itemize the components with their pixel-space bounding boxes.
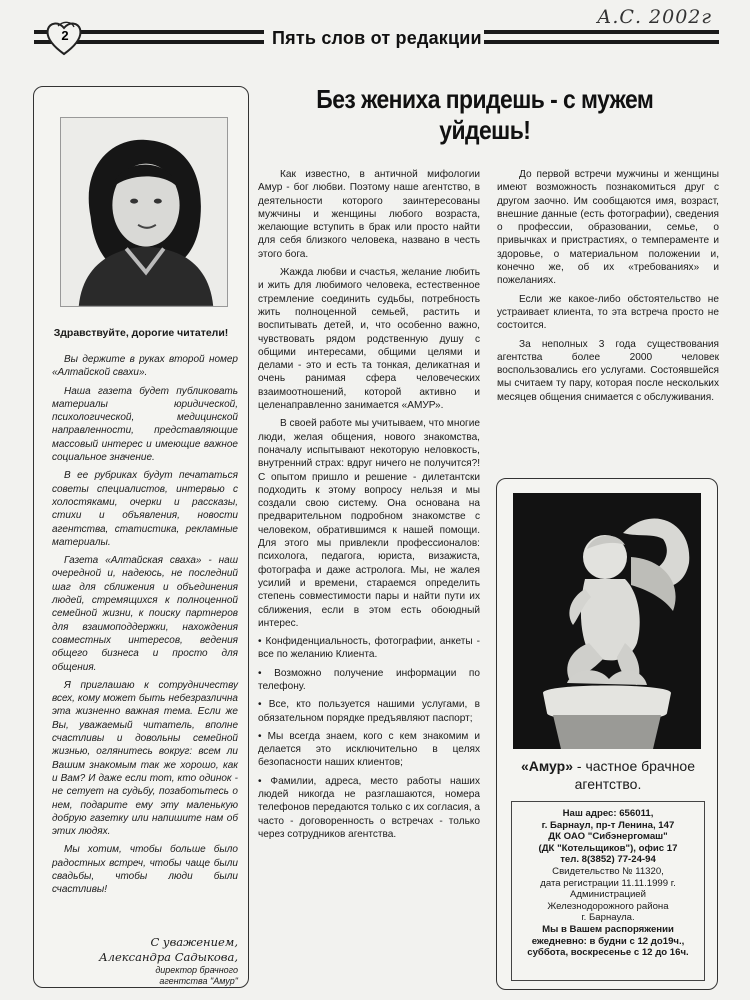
registration-line: Железнодорожного района — [547, 900, 669, 912]
address-line: ДК ОАО "Сибэнергомаш" — [548, 831, 668, 843]
bullet-item: • Конфиденциальность, фотографии, анкеты - все по желанию Клиента. — [258, 636, 480, 661]
bullet-item: • Все, кто пользуется нашими услугами, в обязательном порядке предъявляют паспорт; — [258, 699, 480, 724]
agency-name: «Амур» — [520, 758, 573, 774]
article-paragraph: За неполных 3 года существования агентства более 2000 человек воспользовались его услугами. Состоявшейся мы считаем ту пару, которая после нескольких месяцев общения снимается с обслуживания. — [497, 338, 719, 403]
editorial-paragraph: Вы держите в руках второй номер «Алтайской свахи». — [52, 354, 238, 379]
article-paragraph: До первой встречи мужчины и женщины имеют возможность познакомиться друг с другом заочно. Им сообщаются имя, возраст, внешние данные (есть фотографии), сведения о профессии, образовании, семье, о привычках и пристрастиях, о темпераменте и здоровье, о материальном положении и, конечно же, об их «требованиях» и пожеланиях. — [497, 169, 719, 287]
registration-line: дата регистрации 11.11.1999 г. — [540, 877, 676, 889]
article-headline: Без жениха придешь - с мужем уйдешь! — [316, 84, 654, 145]
header-rule — [484, 30, 719, 34]
editorial-paragraph: Наша газета будет публиковать материалы юридической, психологической, медицинской направленности, представляющие массовый интерес и имеющие важное социальное значение. — [52, 385, 238, 464]
address-box — [511, 801, 705, 981]
address-line: (ДК "Котельщиков"), офис 17 — [538, 842, 678, 854]
article-paragraph: Как известно, в античной мифологии Амур - бог любви. Поэтому наше агентство, в деятельности которого заинтересованы мужчины и женщины любого возраста, желающие вступить в брак или просто найти для себя близкого человека, названо в честь этого бога. — [258, 169, 480, 260]
registration-line: Свидетельство № 11320, — [552, 865, 664, 877]
address-line: г. Барнаул, пр-т Ленина, 147 — [541, 819, 675, 831]
header-rule — [484, 40, 719, 44]
hours-line: суббота, воскресенье с 12 до 16ч. — [527, 947, 689, 959]
hours-line: ежедневно: в будни с 12 до19ч., — [531, 935, 685, 947]
registration-line: Администрацией — [569, 889, 647, 901]
hours-line: Мы в Вашем распоряжении — [542, 923, 674, 935]
bullet-item: • Мы всегда знаем, кого с кем знакомим и делается это исключительно в целях безопасности наших клиентов; — [258, 730, 480, 769]
article-paragraph: В своей работе мы учитываем, что многие люди, желая общения, нового знакомства, поначалу испытывают некоторую неловкость, внутренний страх: вдруг ничего не получится?! С опытом пришло и решение - дилетантски подходить к этому вопросу нельзя и мы создали свою систему. Она основана на предварительном подробном знакомстве с человеком, обратившимся к нашей помощи. Для этого мы привлекли профессионалов: психолога, педагога, юриста, визажиста, фотографа и даже астролога. Мы, не жалея усилий и времени, стараемся определить степень совместимости пары и найти пути их сближения, если в этом есть обоюдный интерес. — [258, 418, 480, 629]
editorial-paragraph: Газета «Алтайская сваха» - наш очередной и, надеюсь, не последний шаг для сближения и объединения людей, стремящихся к полноценной семейной жизни, к поиску партнеров для взаимоподдержки, нахождения совместных интересов, ведения общего бизнеса и просто для общения. — [52, 555, 238, 673]
editorial-paragraph: Мы хотим, чтобы больше было радостных встреч, чтобы чаще были свадьбы, чтобы люди были счастливы! — [52, 844, 238, 896]
agency-caption — [505, 757, 711, 793]
editorial-box — [33, 86, 249, 988]
editorial-paragraph: В ее рубриках будут печататься советы специалистов, интервью с холостяками, очерки и рассказы, стихи и объявления, новости агентства, статистика, рекламные материалы. — [52, 470, 238, 548]
signoff-role: агентства "Амур" — [159, 976, 238, 986]
bullet-item: • Возможно получение информации по телефону. — [258, 667, 480, 692]
address-line: Наш адрес: 656011, — [562, 808, 654, 819]
agency-description: - частное брачное агентство. — [573, 758, 696, 792]
phone-line: тел. 8(3852) 77-24-94 — [560, 854, 656, 866]
page-number: 2 — [61, 28, 69, 43]
registration-line: г. Барнаула. — [581, 912, 635, 924]
editorial-paragraph: Я приглашаю к сотрудничеству всех, кому может быть небезразлична эта жизненно важная тема. Если же Вы, уважаемый читатель, вполне счастливы и довольны семейной жизнью, оглянитесь вокруг: всем ли Вашим знакомым так же хорошо, как и Вам? И даже если тот, кто одинок - не сетует на судьбу, позаботьтесь о нем, подарите ему эту маленькую добрую газетку или напишите нам об этих людях. — [52, 679, 238, 838]
cupid-statue-image — [513, 493, 701, 749]
section-title: Пять слов от редакции — [272, 28, 482, 48]
article-column-middle — [258, 168, 480, 846]
signoff-name: Александра Садыкова, — [98, 950, 238, 964]
article-paragraph: Жажда любви и счастья, желание любить и жить для любимого человека, естественное стремление соединить судьбы, потребность жить полноценной семьей, растить и воспитывать детей, и, что особенно важно, чувствовать рядом родственную душу с общими интересами, общими целями и делами - это и есть та тонкая, деликатная и очень ранимая сфера человеческих взаимоотношений, которой активно и целенаправленно занимается «АМУР». — [258, 267, 480, 412]
agency-info-box — [496, 478, 718, 990]
signoff-greeting: С уважением, — [150, 935, 238, 949]
article-paragraph: Если же какое-либо обстоятельство не устраивает клиента, то эта встреча просто не состоится. — [497, 293, 719, 332]
handwritten-note: А.С. 2002г — [596, 6, 712, 28]
editor-photo — [60, 117, 228, 307]
greeting: Здравствуйте, дорогие читатели! — [53, 327, 229, 339]
bullet-item: • Фамилии, адреса, место работы наших людей никогда не разглашаются, номера телефонов передаются только с их согласия, а часто - договоренность о встречах - только через сотрудников агентства. — [258, 775, 480, 840]
signature-block — [48, 935, 238, 987]
editorial-text — [52, 353, 238, 902]
signoff-role: директор брачного — [155, 965, 238, 975]
article-column-right — [497, 168, 719, 409]
